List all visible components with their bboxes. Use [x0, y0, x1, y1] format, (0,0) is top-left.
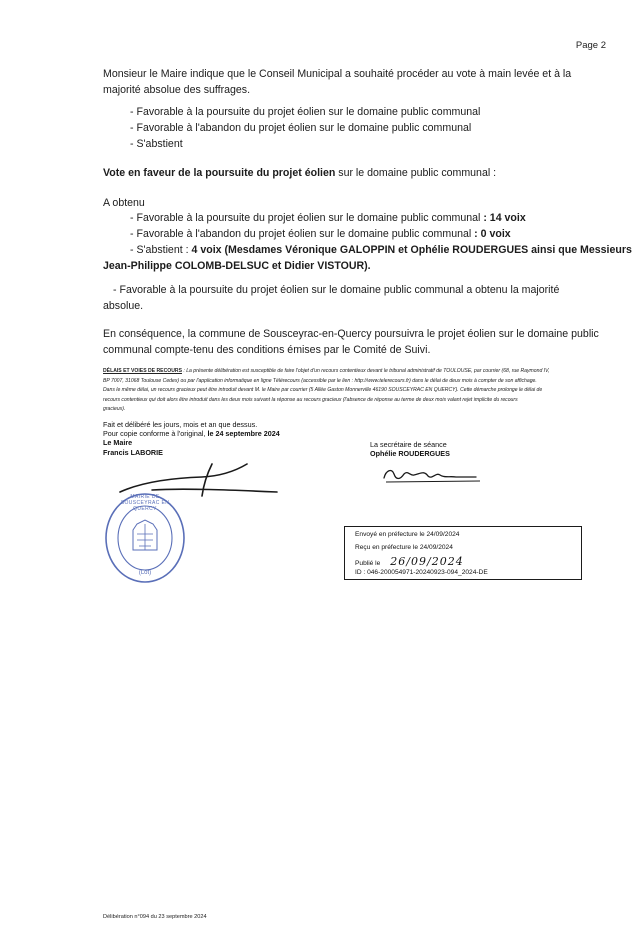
signature-date: le 24 septembre 2024 — [207, 429, 280, 439]
published-label: Publié le — [355, 560, 381, 567]
result-favorable-value: : 14 voix — [483, 212, 526, 224]
legal-heading: DÉLAIS ET VOIES DE RECOURS — [103, 368, 182, 374]
conclusion-paragraph — [103, 326, 623, 358]
page-number: Page 2 — [575, 40, 606, 51]
result-abstain-detail-2: Jean-Philippe COLOMB-DELSUC et Didier VISTOUR). — [103, 260, 371, 272]
legal-line-2: BP 7007, 31068 Toulouse Cedex) ou par l'application informatique en ligne Télérecours (accessible par le lien : http://www.telerecours.fr) dans le délai de deux mois à compter de son affichage. — [103, 377, 537, 384]
result-abstain — [130, 242, 632, 258]
footer: Délibération n°094 du 23 septembre 2024 — [103, 914, 207, 920]
secretary-title: La secrétaire de séance — [370, 440, 447, 449]
signature-line-2: Pour copie conforme à l'original, — [103, 429, 208, 439]
conclusion-line-2: communal compte-tenu des conditions émises par le Comité de Suivi. — [103, 344, 431, 356]
secretary-signature — [380, 462, 490, 488]
result-abandon-text: - Favorable à l'abandon du projet éolien sur le domaine public communal — [130, 228, 475, 240]
prefecture-sent: Envoyé en préfecture le 24/09/2024 — [355, 531, 460, 538]
majority-paragraph — [103, 282, 613, 314]
legal-line-3: Dans le même délai, un recours gracieux peut être introduit devant M. le Maire par courrier (5 Allée Gaston Monnerville 46190 SOUSCEYRAC EN QUERCY). Cette démarche prolonge le délai de — [103, 387, 543, 394]
vote-options-list — [130, 104, 480, 152]
majority-line-1: - Favorable à la poursuite du projet éolien sur le domaine public communal a obtenu la majorité — [113, 284, 560, 296]
result-abandon — [130, 226, 632, 242]
conclusion-line-1: En conséquence, la commune de Sousceyrac-en-Quercy poursuivra le projet éolien sur le domaine public — [103, 328, 599, 340]
intro-line-1: Monsieur le Maire indique que le Conseil Municipal a souhaité procéder au vote à main levée et à la — [103, 68, 572, 80]
mayor-name: Francis LABORIE — [103, 447, 163, 457]
result-abstain-text: - S'abstient : — [130, 244, 192, 256]
list-item: - Favorable à l'abandon du projet éolien sur le domaine public communal — [130, 122, 472, 134]
legal-line-1: : La présente délibération est susceptible de faire l'objet d'un recours contentieux devant le tribunal administratif de TOULOUSE, par courrier (68, rue Raymond IV, — [181, 368, 550, 374]
secretary-name: Ophélie ROUDERGUES — [370, 449, 450, 458]
legal-line-5: gracieux). — [103, 406, 126, 413]
result-list — [130, 210, 632, 258]
prefecture-stamp — [344, 526, 582, 580]
mairie-seal — [103, 490, 187, 586]
intro-line-2: majorité absolue des suffrages. — [103, 84, 251, 96]
published-date: 26/09/2024 — [390, 555, 464, 568]
vote-heading-bold: Vote en faveur de la poursuite du projet éolien — [103, 167, 336, 179]
seal-bottom-text: (Lot) — [138, 570, 152, 576]
result-abandon-value: : 0 voix — [474, 228, 511, 240]
result-abstain-detail: 4 voix (Mesdames Véronique GALOPPIN et Ophélie ROUDERGUES ainsi que Messieurs — [191, 244, 632, 256]
result-favorable — [130, 210, 632, 226]
prefecture-received: Reçu en préfecture le 24/09/2024 — [355, 544, 453, 551]
legal-notice — [103, 367, 618, 415]
list-item: - S'abstient — [130, 138, 183, 150]
prefecture-id: ID : 046-200054971-20240923-094_2024-DE — [355, 569, 488, 576]
prefecture-published — [355, 555, 464, 568]
signature-line-1: Fait et délibéré les jours, mois et an que dessus. — [103, 420, 258, 429]
majority-line-2: absolue. — [103, 300, 144, 312]
intro-paragraph — [103, 66, 623, 98]
seal-ring-text: MAIRIE DE SOUSCEYRAC EN QUERCY — [120, 494, 170, 512]
result-favorable-text: - Favorable à la poursuite du projet éolien sur le domaine public communal — [130, 212, 484, 224]
vote-heading — [103, 165, 496, 181]
list-item: - Favorable à la poursuite du projet éolien sur le domaine public communal — [130, 106, 481, 118]
legal-line-4: recours contentieux qui doit alors être introduit dans les deux mois suivant la réponse au recours gracieux (l'absence de réponse au terme de deux mois valant rejet implicite du recours — [103, 396, 518, 403]
vote-heading-rest: sur le domaine public communal : — [335, 167, 497, 179]
result-label: A obtenu — [103, 197, 145, 209]
mayor-role: Le Maire — [103, 438, 133, 448]
